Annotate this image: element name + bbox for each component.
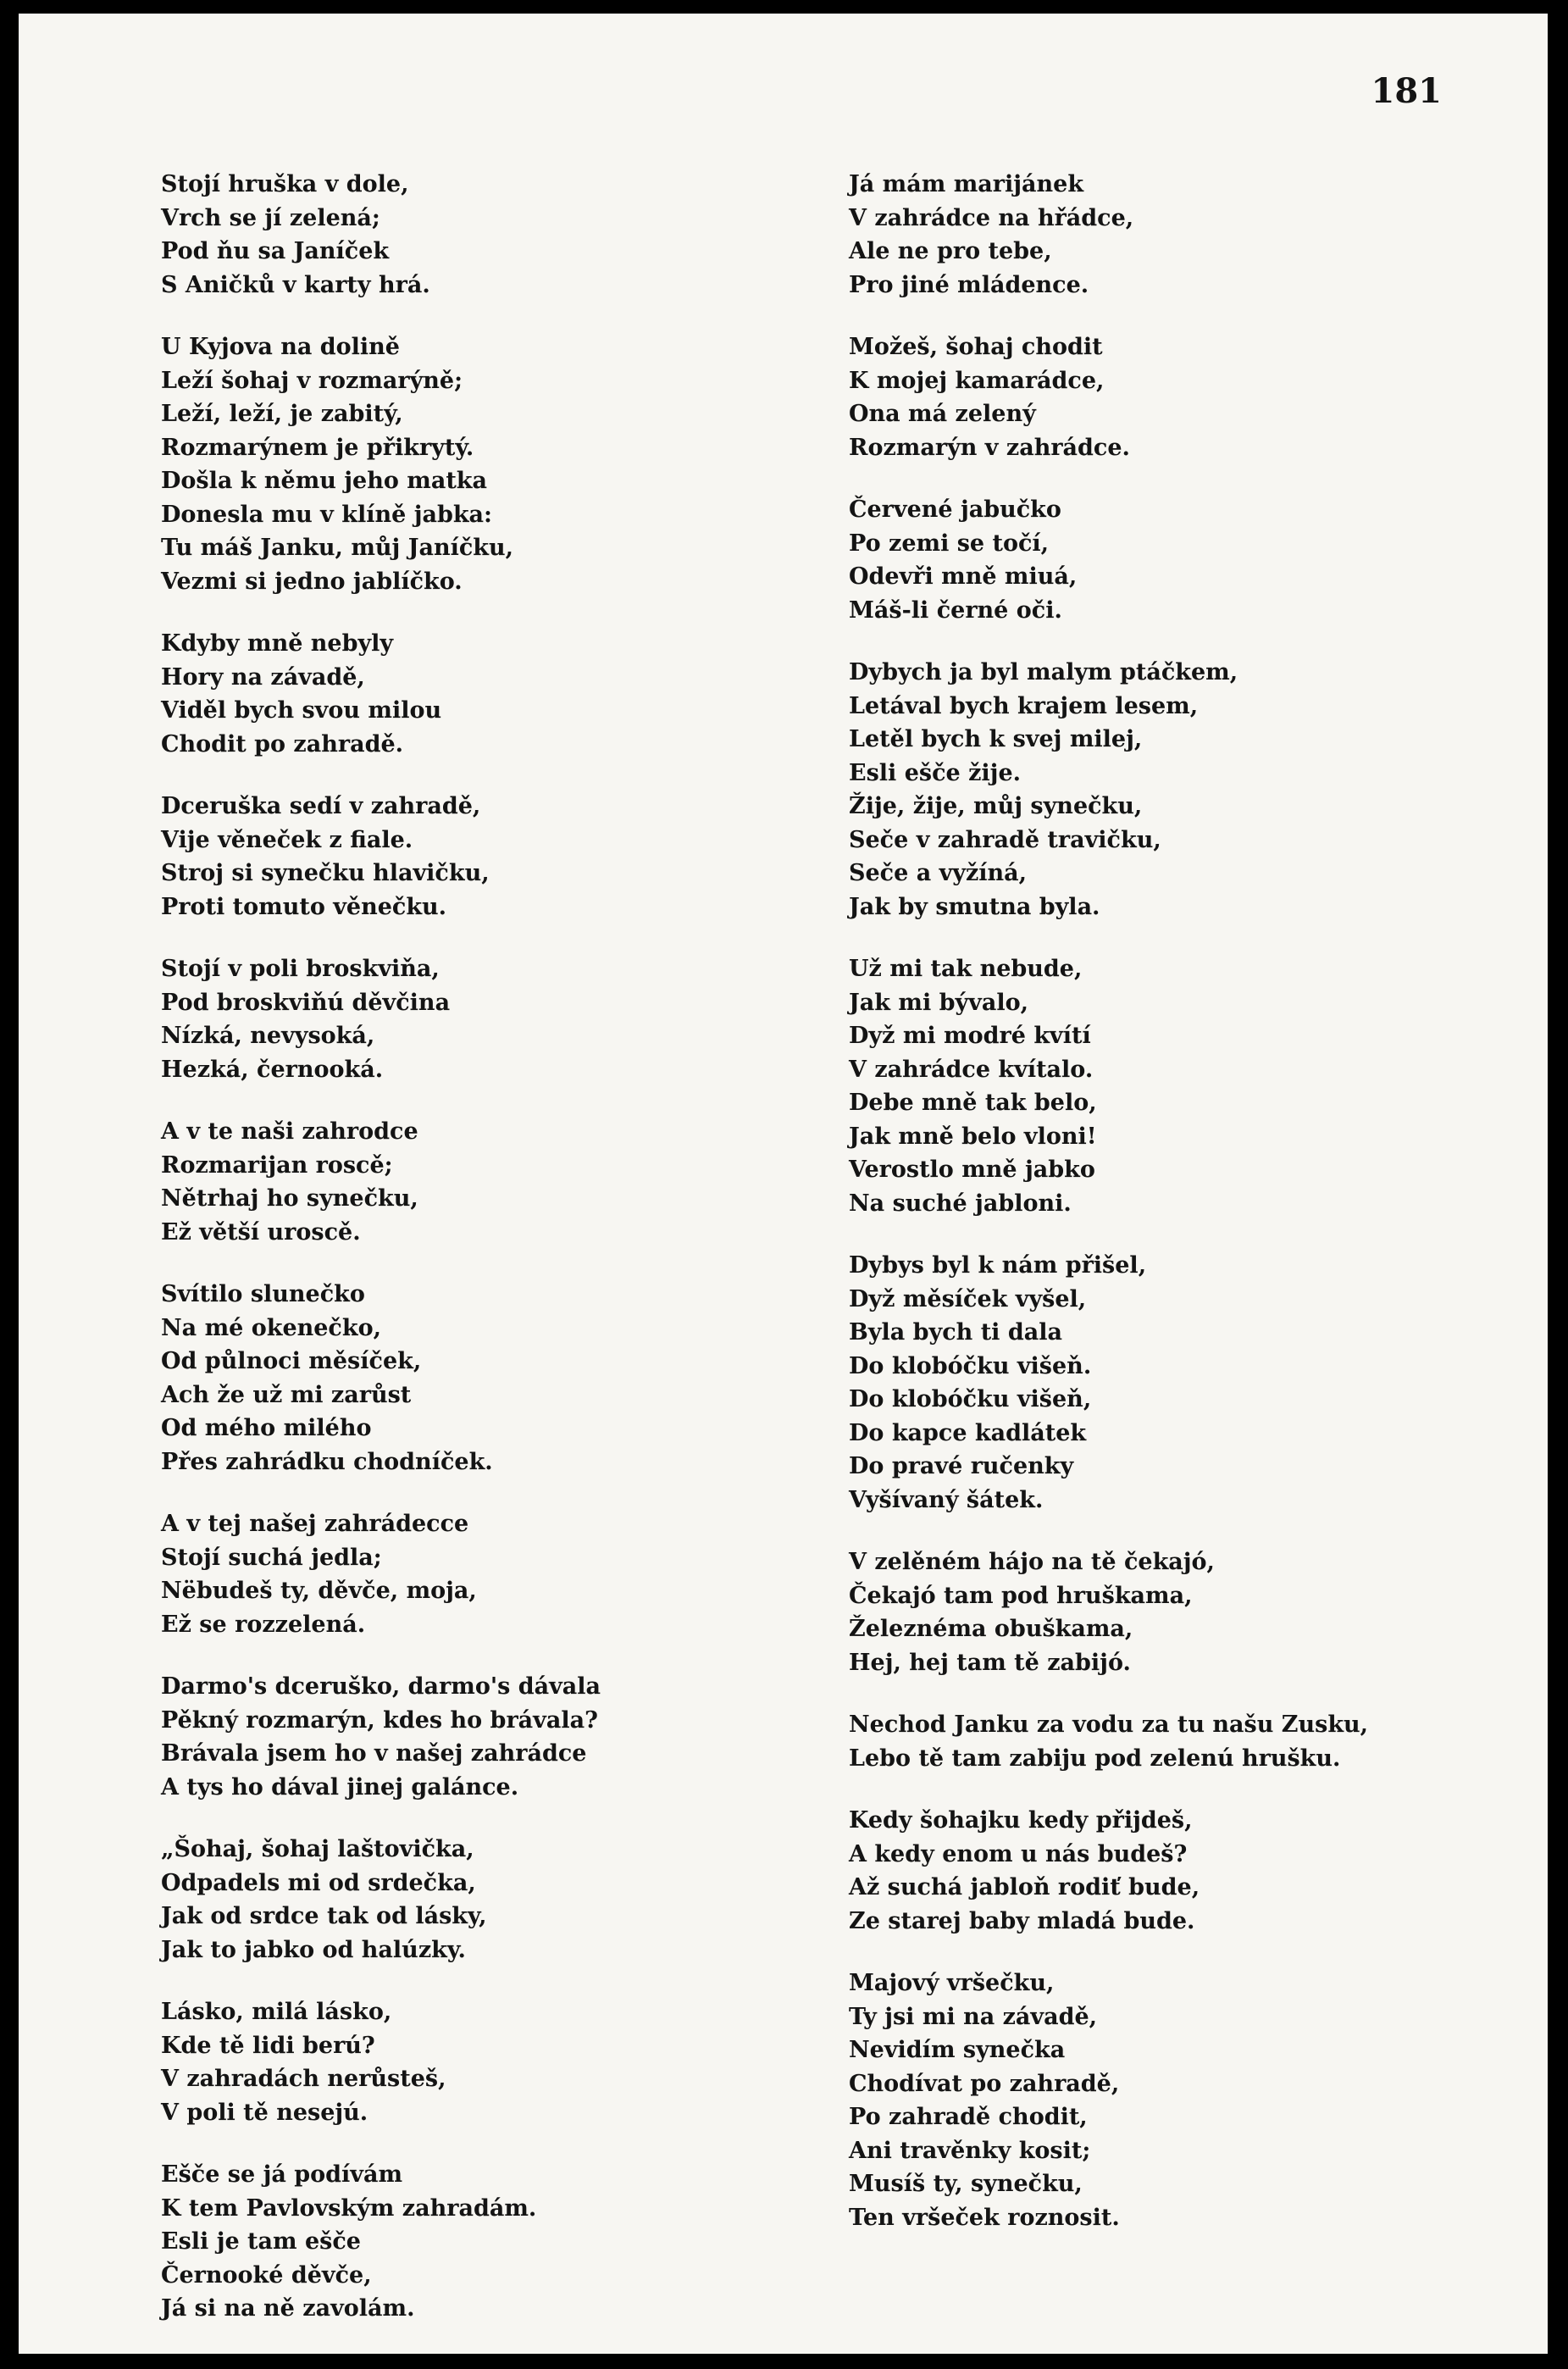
verse-line: Černooké děvče,	[161, 2261, 372, 2289]
verse-line: A v tej našej zahrádecce	[161, 1511, 469, 1537]
verse-line: Nízká, nevysoká,	[161, 1023, 375, 1049]
stanza	[161, 2158, 873, 2326]
verse-line: Vyšívaný šátek.	[849, 1486, 1044, 1513]
verse-line: Došla k němu jeho matka	[161, 468, 488, 494]
stanza	[161, 1833, 873, 1967]
stanza	[849, 952, 1548, 1220]
verse-line: Ešče se já podívám	[161, 2161, 403, 2188]
verse-line: „Šohaj, šohaj laštovička,	[161, 1836, 474, 1862]
verse-line: Byla bych ti dala	[849, 1319, 1062, 1345]
verse-line: Do kapce kadlátek	[849, 1419, 1087, 1446]
verse-line: Nevidím synečka	[849, 2037, 1066, 2063]
verse-line: Odevři mně miuá,	[849, 563, 1078, 590]
verse-line: Chodit po zahradě.	[161, 730, 404, 757]
verse-line: Musíš ty, synečku,	[849, 2171, 1083, 2197]
verse-line: Kde tě lidi berú?	[161, 2032, 375, 2059]
verse-line: Svítilo slunečko	[161, 1281, 365, 1307]
verse-line: Jak by smutna byla.	[849, 893, 1100, 920]
verse-line: Tu máš Janku, můj Janíčku,	[161, 535, 514, 561]
stanza	[161, 168, 873, 302]
verse-line: Do klobóčku višeň.	[849, 1352, 1092, 1379]
verse-line: Pod broskviňú děvčina	[161, 989, 451, 1016]
verse-line: Od půlnoci měsíček,	[161, 1348, 422, 1374]
verse-line: Lebo tě tam zabiju pod zelenú hrušku.	[849, 1745, 1341, 1772]
verse-line: V poli tě nesejú.	[161, 2099, 368, 2126]
verse-line: Seče a vyžíná,	[849, 860, 1028, 886]
verse-line: Vezmi si jedno jablíčko.	[161, 568, 463, 595]
verse-line: Rozmarijan roscě;	[161, 1151, 393, 1179]
verse-line: Hezká, černooká.	[161, 1056, 384, 1083]
stanza	[849, 493, 1548, 627]
verse-line: Já mám marijánek	[849, 171, 1084, 197]
verse-line: A tys ho dával jinej galánce.	[161, 1773, 519, 1800]
verse-line: Po zahradě chodit,	[849, 2104, 1088, 2130]
verse-line: V zelěném hájo na tě čekajó,	[849, 1549, 1215, 1575]
stanza	[849, 1708, 1548, 1775]
stanza	[161, 1507, 873, 1641]
stanza	[849, 1545, 1548, 1679]
verse-line: Do klobóčku višeň,	[849, 1386, 1092, 1412]
verse-line: Viděl bych svou milou	[161, 697, 442, 724]
stanza	[849, 656, 1548, 924]
verse-line: Čekajó tam pod hruškama,	[849, 1582, 1193, 1609]
verse-line: Jak mně belo vloni!	[849, 1123, 1097, 1150]
verse-line: Na suché jabloni.	[849, 1190, 1072, 1217]
verse-line: Dceruška sedí v zahradě,	[161, 793, 481, 819]
stanza	[849, 1804, 1548, 1938]
stanza	[161, 790, 873, 924]
verse-line: Letával bych krajem lesem,	[849, 692, 1199, 719]
verse-line: Ež větší uroscě.	[161, 1218, 361, 1246]
verse-line: Stojí suchá jedla;	[161, 1544, 382, 1571]
verse-line: Vije věneček z fiale.	[161, 826, 413, 853]
verse-line: Chodívat po zahradě,	[849, 2070, 1120, 2097]
verse-line: Přes zahrádku chodníček.	[161, 1448, 493, 1475]
verse-line: A kedy enom u nás budeš?	[849, 1840, 1188, 1867]
stanza	[161, 1670, 873, 1804]
verse-line: Darmo's dceruško, darmo's dávala	[161, 1673, 601, 1700]
verse-line: Leží šohaj v rozmarýně;	[161, 367, 463, 394]
verse-line: Leží, leží, je zabitý,	[161, 401, 403, 427]
verse-line: Kdyby mně nebyly	[161, 630, 394, 657]
verse-line: Rozmarýn v zahrádce.	[849, 434, 1130, 461]
verse-line: Majový vršečku,	[849, 1970, 1055, 1996]
verse-line: Donesla mu v klíně jabka:	[161, 501, 493, 528]
stanza	[161, 1115, 873, 1249]
verse-line: Ty jsi mi na závadě,	[849, 2003, 1098, 2030]
verse-line: Červené jabučko	[849, 497, 1061, 523]
book-page	[19, 14, 1548, 2354]
verse-line: Hory na závadě,	[161, 663, 365, 691]
verse-line: Dybys byl k nám přišel,	[849, 1252, 1147, 1279]
verse-line: Proti tomuto věnečku.	[161, 893, 447, 920]
verse-line: Ale ne pro tebe,	[849, 238, 1052, 264]
verse-line: Stroj si synečku hlavičku,	[161, 860, 490, 886]
verse-line: Debe mně tak belo,	[849, 1090, 1097, 1116]
stanza	[161, 1995, 873, 2129]
verse-line: V zahrádce na hřádce,	[849, 204, 1134, 231]
verse-line: Hej, hej tam tě zabijó.	[849, 1649, 1131, 1676]
poem-column-right	[849, 168, 1548, 2263]
verse-line: Esli ešče žije.	[849, 759, 1022, 786]
verse-line: K mojej kamarádce,	[849, 367, 1105, 394]
verse-line: Od mého milého	[161, 1415, 372, 1441]
verse-line: Ani travěnky kosit;	[849, 2137, 1091, 2164]
verse-line: Já si na ně zavolám.	[161, 2295, 415, 2322]
verse-line: K tem Pavlovským zahradám.	[161, 2194, 537, 2222]
verse-line: Nechod Janku za vodu za tu našu Zusku,	[849, 1712, 1369, 1738]
stanza	[161, 1278, 873, 1479]
verse-line: Nětrhaj ho synečku,	[161, 1185, 418, 1212]
stanza	[849, 168, 1548, 302]
verse-line: Ten vršeček roznosit.	[849, 2204, 1120, 2231]
verse-line: Dybych ja byl malym ptáčkem,	[849, 659, 1238, 685]
verse-line: Dyž mi modré kvítí	[849, 1023, 1091, 1049]
stanza	[161, 952, 873, 1086]
verse-line: Železnéma obuškama,	[849, 1616, 1133, 1642]
verse-line: Po zemi se točí,	[849, 530, 1050, 557]
verse-line: Lásko, milá lásko,	[161, 1999, 392, 2025]
verse-line: Pěkný rozmarýn, kdes ho brávala?	[161, 1706, 598, 1734]
verse-line: A v te naši zahrodce	[161, 1118, 418, 1145]
verse-line: Seče v zahradě travičku,	[849, 826, 1161, 853]
verse-line: Jak od srdce tak od lásky,	[161, 1903, 487, 1929]
verse-line: Dyž měsíček vyšel,	[849, 1285, 1087, 1312]
verse-line: Odpadels mi od srdečka,	[161, 1869, 476, 1896]
verse-line: Jak to jabko od halúzky.	[161, 1936, 466, 1963]
stanza	[849, 1967, 1548, 2234]
verse-line: Ona má zelený	[849, 401, 1036, 427]
verse-line: Žije, žije, můj synečku,	[849, 793, 1143, 819]
verse-line: V zahradách nerůsteš,	[161, 2066, 446, 2092]
verse-line: Možeš, šohaj chodit	[849, 334, 1103, 360]
verse-line: Letěl bych k svej milej,	[849, 726, 1143, 752]
verse-line: Máš-li černé oči.	[849, 596, 1062, 624]
verse-line: Vrch se jí zelená;	[161, 204, 380, 231]
verse-line: V zahrádce kvítalo.	[849, 1056, 1094, 1083]
verse-line: Ze starej baby mladá bude.	[849, 1907, 1195, 1934]
verse-line: Stojí hruška v dole,	[161, 171, 409, 197]
verse-line: Jak mi bývalo,	[849, 989, 1029, 1016]
verse-line: S Aničků v karty hrá.	[161, 271, 430, 298]
verse-line: Do pravé ručenky	[849, 1453, 1074, 1479]
stanza	[849, 1249, 1548, 1517]
verse-line: Až suchá jabloň rodiť bude,	[849, 1874, 1200, 1900]
stanza	[161, 627, 873, 761]
verse-line: Pod ňu sa Janíček	[161, 238, 390, 264]
verse-line: Nëbudeš ty, děvče, moja,	[161, 1578, 477, 1604]
verse-line: Už mi tak nebude,	[849, 956, 1083, 982]
verse-line: Verostlo mně jabko	[849, 1157, 1095, 1183]
verse-line: Esli je tam ešče	[161, 2228, 361, 2255]
verse-line: Stojí v poli broskviňa,	[161, 956, 440, 982]
verse-line: U Kyjova na dolině	[161, 334, 400, 360]
verse-line: Na mé okenečko,	[161, 1314, 381, 1341]
verse-line: Pro jiné mládence.	[849, 271, 1089, 298]
verse-line: Ež se rozzelená.	[161, 1611, 366, 1638]
stanza	[161, 330, 873, 598]
verse-line: Kedy šohajku kedy přijdeš,	[849, 1807, 1193, 1834]
page-number: 181	[1371, 71, 1442, 111]
stanza	[849, 330, 1548, 464]
poem-column-left	[161, 168, 873, 2354]
verse-line: Rozmarýnem je přikrytý.	[161, 434, 474, 461]
verse-line: Brávala jsem ho v našej zahrádce	[161, 1740, 587, 1767]
verse-line: Ach že už mi zarůst	[161, 1381, 412, 1408]
